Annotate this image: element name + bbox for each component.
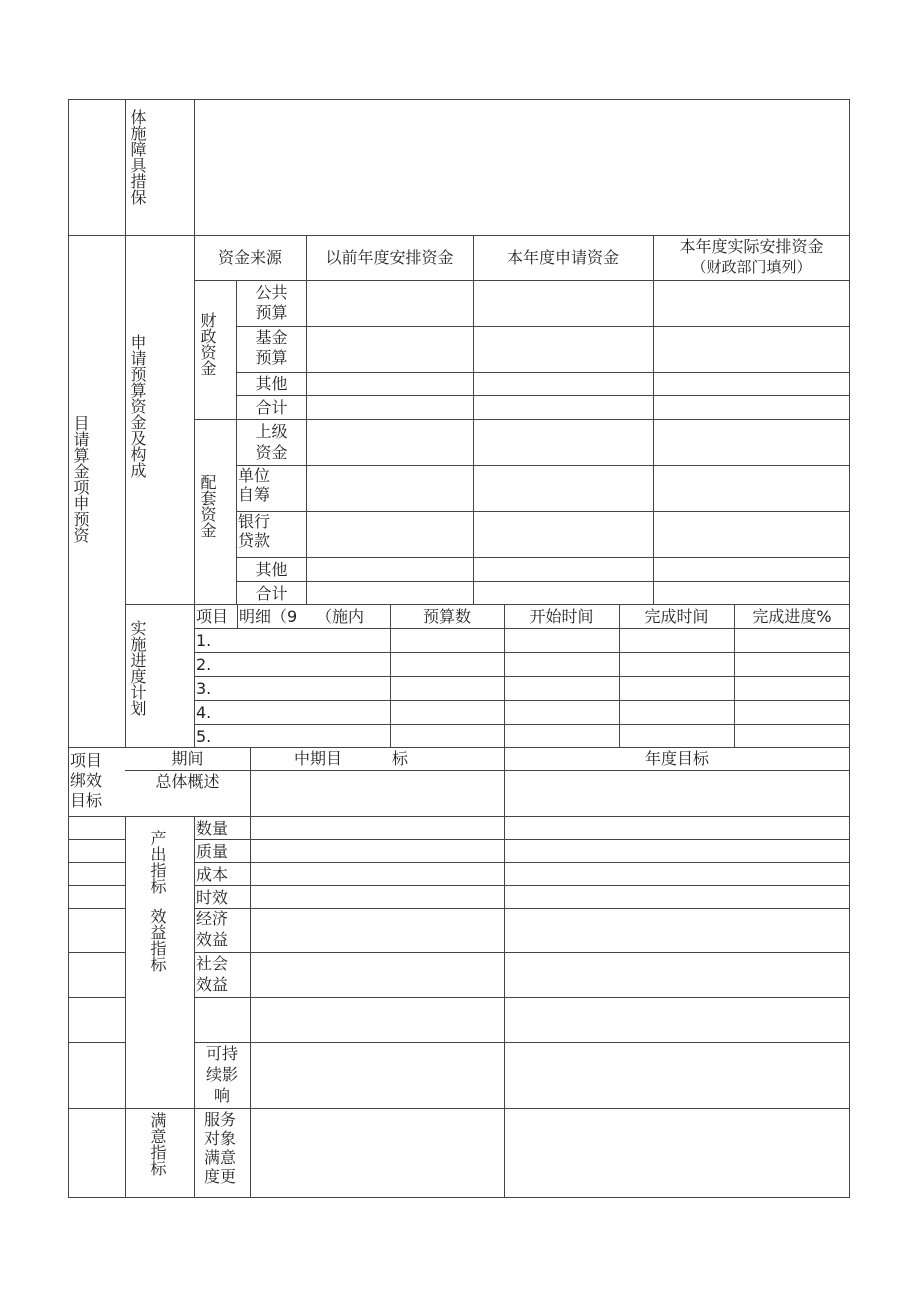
sustainability-label: 续影 xyxy=(205,1065,238,1084)
header-actual-line1: 本年度实际安排资金 xyxy=(679,237,824,256)
matching-row-label: 贷款 xyxy=(238,531,271,550)
schedule-row-number: 4. xyxy=(196,703,212,722)
matching-row-label: 其他 xyxy=(255,560,288,579)
matching-row-label: 自筹 xyxy=(238,485,271,504)
matching-row-label: 单位 xyxy=(238,466,271,485)
service-satisfaction-label: 度更 xyxy=(204,1167,237,1186)
header-period: 期间 xyxy=(171,749,204,768)
header-mid-term: 中期目 xyxy=(294,749,343,768)
header-actual-line2: （财政部门填列） xyxy=(691,258,812,276)
schedule-label: 实施进度计划 xyxy=(128,620,147,716)
header-mid-term-suffix: 标 xyxy=(392,749,409,768)
matching-row-label: 资金 xyxy=(255,443,288,462)
satisfaction-indicators-label: 满意指标 xyxy=(148,1112,167,1176)
fiscal-row-label: 其他 xyxy=(255,374,288,393)
social-benefit-label: 效益 xyxy=(196,975,229,994)
output-row-label: 数量 xyxy=(196,819,229,838)
header-annual: 年度目标 xyxy=(644,749,709,768)
sustainability-label: 可持 xyxy=(205,1044,238,1063)
benefit-indicators-label: 效益指标 xyxy=(148,908,167,972)
economic-benefit-label: 经济 xyxy=(196,909,229,928)
matching-row-label: 银行 xyxy=(238,512,271,531)
fiscal-row-label: 合计 xyxy=(255,398,288,417)
social-benefit-label: 社会 xyxy=(196,954,229,973)
header-prior: 以前年度安排资金 xyxy=(325,248,454,267)
header-source: 资金来源 xyxy=(217,248,282,267)
measures-label: 体施障具措保 xyxy=(128,109,147,205)
schedule-header-detail: 明细（9 xyxy=(239,607,298,626)
header-current: 本年度申请资金 xyxy=(506,248,619,267)
fiscal-row-label: 预算 xyxy=(255,348,288,367)
performance-label-line: 目标 xyxy=(70,791,103,810)
sustainability-label: 响 xyxy=(213,1086,230,1105)
schedule-header-finish: 完成时间 xyxy=(644,607,709,626)
fiscal-row-label: 公共 xyxy=(255,283,288,302)
schedule-header-content: （施内 xyxy=(316,607,365,626)
service-satisfaction-label: 满意 xyxy=(204,1148,237,1167)
schedule-row-number: 1. xyxy=(196,631,212,650)
output-row-label: 成本 xyxy=(196,865,229,884)
service-satisfaction-label: 服务 xyxy=(204,1110,237,1129)
matching-label: 配套资金 xyxy=(198,474,217,538)
schedule-header-budget: 预算数 xyxy=(422,607,471,626)
funding-section-label: 目请算金项申预资 xyxy=(71,415,90,543)
fiscal-row-label: 基金 xyxy=(255,328,288,347)
matching-row-label: 上级 xyxy=(255,422,288,441)
matching-row-label: 合计 xyxy=(255,584,288,603)
overall-summary-label: 总体概述 xyxy=(155,772,220,791)
performance-label-line: 绑效 xyxy=(70,771,103,790)
output-row-label: 质量 xyxy=(196,842,229,861)
funding-sub-label: 申请预算资金及构成 xyxy=(128,334,147,478)
economic-benefit-label: 效益 xyxy=(196,930,229,949)
schedule-row-number: 5. xyxy=(196,727,212,746)
output-indicators-label: 产出指标 xyxy=(148,830,167,894)
fiscal-label: 财政资金 xyxy=(198,312,217,376)
performance-label-line: 项目 xyxy=(70,751,103,770)
service-satisfaction-label: 对象 xyxy=(204,1129,237,1148)
fiscal-row-label: 预算 xyxy=(255,303,288,322)
schedule-row-number: 2. xyxy=(196,655,212,674)
schedule-header-item: 项目 xyxy=(196,607,229,626)
schedule-header-start: 开始时间 xyxy=(529,607,594,626)
output-row-label: 时效 xyxy=(196,888,229,907)
schedule-row-number: 3. xyxy=(196,679,212,698)
schedule-header-progress: 完成进度% xyxy=(752,607,832,626)
